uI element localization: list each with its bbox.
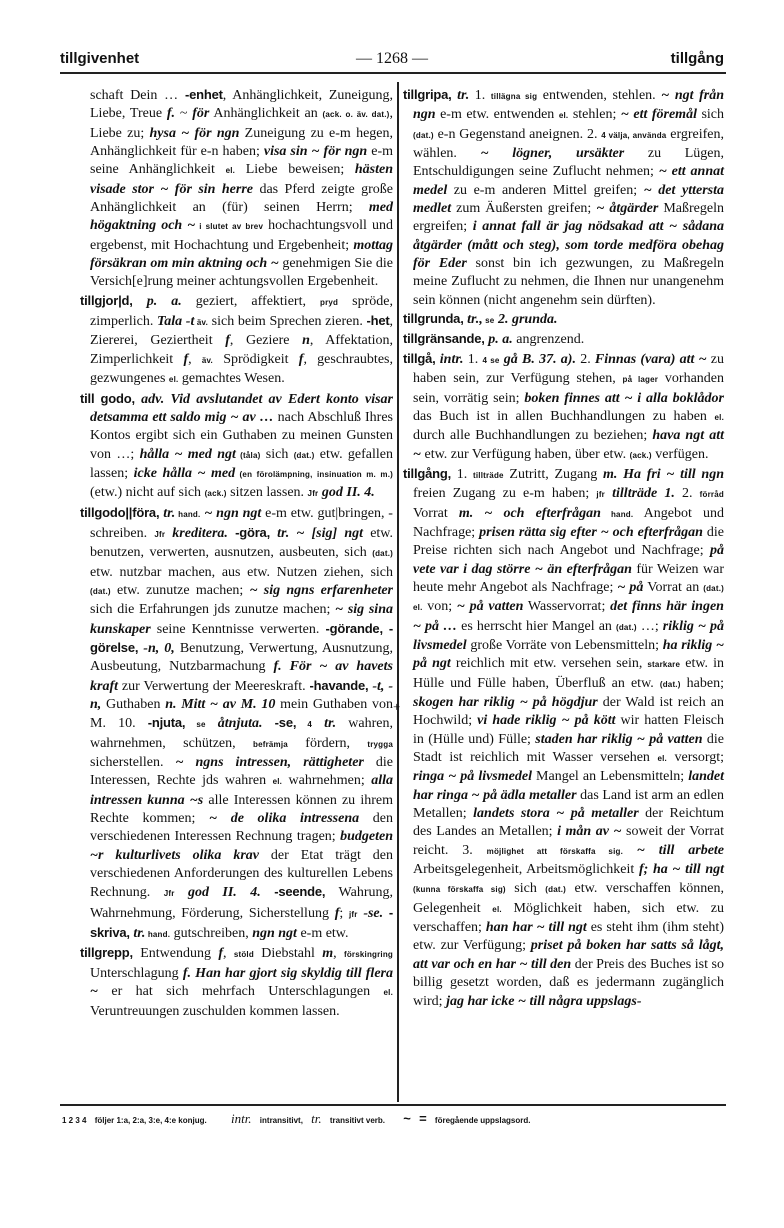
swedish-example: f [334, 905, 340, 921]
headword: tillgjor|d, [80, 292, 133, 308]
headword: -het [366, 313, 390, 329]
page-number: — 1268 — [356, 50, 428, 67]
tr-definition: transitivt verb. [329, 1116, 386, 1125]
german-translation: reichlich mit etw. versehen sein, [450, 656, 648, 672]
usage-label: äv. [201, 355, 213, 365]
swedish-example: hava ngt att ~ [413, 428, 724, 462]
swedish-example: för [192, 106, 210, 122]
usage-label: Jfr [154, 529, 166, 539]
german-translation: e-m etw. entwenden [435, 107, 559, 123]
dictionary-entry [403, 86, 724, 310]
german-translation: alle Interessen können zu ihrem Rechte kommen; [90, 792, 393, 827]
german-translation: sonst bin ich gezwungen, zu Maßregeln meine Zuflucht zu nehmen, die Ihnen nur unangenehm sein können (nicht angenehm sein dürften). [413, 256, 724, 308]
swedish-example: ~ på [617, 579, 644, 595]
dictionary-entry [80, 390, 393, 504]
tilde-symbol: ~ [403, 1111, 411, 1126]
german-translation: versorgt; [666, 750, 725, 766]
dictionary-entry [80, 944, 393, 1020]
german-translation: (etw.) nicht auf sich [90, 485, 205, 501]
usage-label: el. [272, 777, 283, 787]
tr-abbreviation: tr. [311, 1111, 322, 1126]
headword: -enhet [184, 87, 223, 102]
german-translation: Liebe beweisen; [235, 162, 355, 178]
usage-label: möjlighet att förskaffa sig. [486, 846, 624, 856]
swedish-example: ~ ngt från ngn [413, 88, 724, 123]
left-column [80, 86, 393, 1021]
usage-label: stöld [233, 950, 254, 960]
swedish-example: i annat fall är jag nödsakad att ~ sådana åtgärder (mått och steg), som torde medföra obehag för Eder [413, 219, 724, 272]
german-translation: 1. [469, 88, 491, 103]
swedish-example: skogen har riklig ~ på högdjur [413, 695, 598, 710]
swedish-example: landet har ringa ~ på ädla metaller [413, 769, 724, 803]
german-translation: etw. in Hülle und Fülle haben, Überfluß an etw. [413, 656, 724, 691]
swedish-example: åtnjuta. [205, 716, 263, 732]
headword: -göra, [235, 524, 270, 540]
german-translation: Maßregeln ergreifen; [413, 201, 724, 235]
headword: -njuta, [147, 715, 186, 731]
german-translation: Mangel an Lebensmitteln; [531, 769, 689, 785]
german-translation: die Stadt ist reichlich mit Wasser versehen [413, 731, 724, 766]
swedish-example: f [218, 946, 223, 962]
usage-label: 4 se [482, 355, 500, 365]
usage-label: hand. [175, 509, 201, 519]
swedish-example: tr. [129, 926, 146, 942]
german-translation: den verschiedenen Interessen Rechnung tragen; [90, 811, 393, 845]
swedish-example: m. Ha fri ~ till ngn [602, 466, 725, 482]
abbreviation-footer [62, 1111, 742, 1127]
german-translation: , [222, 946, 234, 962]
swedish-example: han har ~ till ngt [485, 920, 587, 936]
german-translation: angrenzend. [512, 332, 585, 348]
german-translation: Wasservorrat; [523, 599, 611, 615]
german-translation: wir hatten Fleisch in (Hülle und) Fülle; [413, 713, 724, 747]
swedish-example: alla intressen kunna ~s [90, 773, 393, 808]
swedish-example: f. För ~ av havets kraft [90, 659, 393, 694]
german-translation: Vorrat an [643, 579, 704, 595]
usage-label: 4 välja, använda [601, 130, 667, 140]
swedish-example: ha riklig ~ på ngt [413, 637, 724, 672]
german-translation: , Anhänglichkeit, Zuneigung, Liebe, Treue [90, 88, 393, 122]
swedish-example: ~ de olika intressena [209, 811, 360, 827]
usage-label: (dat.) el. [413, 583, 724, 613]
german-translation: Entwendung [132, 946, 219, 962]
german-translation: …; [636, 618, 663, 634]
usage-label: se [185, 720, 206, 730]
swedish-example: p. a. [484, 332, 513, 348]
usage-label: trygga [367, 739, 393, 749]
swedish-example: tr. [311, 716, 337, 732]
german-translation: Vorrat [413, 505, 459, 521]
column-divider [397, 82, 399, 1102]
usage-label: 4 [296, 720, 312, 730]
german-translation: Arbeitsgelegenheit, Arbeitsmöglichkeit [413, 862, 639, 878]
german-translation: e-n Gegenstand aneignen. 2. [433, 126, 602, 142]
usage-label: (ack.) [204, 489, 227, 499]
swedish-example: f [225, 333, 230, 349]
usage-label: tillträde [473, 470, 504, 480]
german-translation: freien Zugang zu e-m haben; [413, 486, 597, 502]
german-translation: etw. nutzbar machen, aus etw. Nutzen ziehen, sich [90, 564, 393, 580]
german-translation: , [333, 946, 344, 962]
swedish-example: kreditera. [165, 525, 228, 541]
swedish-example: -n, 0, [138, 640, 175, 656]
german-translation: von; [422, 599, 457, 615]
swedish-example: ~ till arbete [636, 842, 725, 858]
german-translation: etw. benutzen, verwerten, ausnutzen, ausbeuten, sich [90, 525, 393, 561]
swedish-example: tillträde 1. [605, 486, 675, 502]
swedish-example: i mån av ~ [557, 824, 622, 840]
usage-label: el. [657, 754, 667, 764]
swedish-example: m [322, 946, 334, 962]
german-translation: soweit der Vorrat reicht. 3. [413, 824, 725, 858]
german-translation: spröde, zimperlich. [90, 293, 393, 330]
german-translation: genehmigen Sie die Versich[e]rung meiner achtungsvollen Ergebenheit. [90, 256, 393, 290]
swedish-example: f. Han har gjort sig skyldig till flera ~ [90, 965, 393, 1000]
usage-label: (dat.) [293, 450, 315, 460]
swedish-example: ~ ngns intressen, rättigheter [175, 755, 364, 771]
dictionary-entry [403, 465, 724, 1011]
german-translation: Wahrung, Wahrnehmung, Förderung, Sicherstellung [90, 885, 393, 921]
usage-label: el. [492, 904, 502, 914]
usage-label: starkare [647, 660, 681, 670]
swedish-example: det finns här ingen ~ på … [413, 599, 724, 634]
swedish-example: prisen rätta sig efter ~ och efterfrågan [479, 524, 703, 540]
swedish-example: ~ sig ngns erfarenheter [249, 582, 393, 598]
german-translation: der Reichtum des Landes an Metallen; [413, 806, 724, 840]
usage-label: (dat.) [545, 885, 567, 895]
usage-label: hand. [600, 509, 634, 519]
usage-label: (en förolämpning, insinuation m. m.) [235, 469, 394, 479]
usage-label: (dat.) [413, 130, 434, 140]
german-translation: ergreifen, wählen. [413, 126, 725, 162]
german-translation: die Interessen, Rechte jds wahren [90, 755, 393, 789]
usage-label: el. [558, 111, 569, 121]
headword: tillgrunda, [403, 311, 464, 327]
german-translation: der Etat trägt den verschiedenen Anforderungen des kulturellen Lebens Rechnung. [90, 847, 393, 901]
german-translation: vorhanden sein, vorrätig sein; [413, 371, 725, 406]
german-translation: sich beim Sprechen zieren. [208, 314, 367, 330]
german-translation: zu Lügen, Entschuldigungen seine Zuflucht nehmen; [413, 146, 725, 180]
german-translation: zu haben sein, zur Verfügung stehen, [413, 351, 725, 387]
german-translation: er hat sich mehrfach Unterschlagungen [97, 984, 384, 1000]
usage-label: befrämja [252, 739, 288, 749]
usage-label: jfr [596, 490, 605, 500]
usage-label: (dat.) [659, 679, 681, 689]
headword: tillgripa, [403, 87, 452, 102]
swedish-example: intr. [435, 351, 464, 367]
usage-label: (dat.) [90, 586, 111, 596]
german-translation: e-m etw. [296, 926, 349, 942]
swedish-example: n. Mitt ~ av M. 10 [165, 697, 276, 712]
german-translation: große Vorräte von Lebensmitteln; [466, 637, 663, 653]
german-translation: Sprödigkeit [212, 351, 299, 367]
german-translation: Angebot und Nachfrage; [413, 505, 724, 540]
german-translation: nach Abschluß Ihres Kontos ergibt sich ein Guthaben zu meinen Gunsten von …; [90, 409, 393, 462]
german-translation: schaft Dein … [90, 88, 185, 103]
german-translation: das Pferd zeigte große Anhänglichkeit an (für) seinen Herrn; [90, 181, 394, 216]
swedish-example: landets stora ~ på metaller [473, 806, 639, 822]
usage-label: hand. [145, 930, 171, 940]
usage-label: (tåla) [235, 450, 261, 460]
headword: tillgå, [403, 350, 436, 366]
german-translation: das Buch ist in allen Buchhandlungen zu haben [413, 408, 715, 424]
headword: -görande, -görelse, [90, 620, 393, 655]
german-translation: geziert, affektiert, [181, 293, 320, 309]
german-translation: Unterschlagung [90, 965, 183, 981]
german-translation: wahren, wahrnehmen, schützen, [90, 716, 393, 751]
equals-symbol: = [419, 1111, 427, 1126]
german-translation: Zuneigung zu e-m hegen, Anhänglichkeit für e-n haben; [90, 125, 393, 160]
swedish-example: på vete var i dag större ~ än efterfrågan [413, 543, 724, 577]
german-translation: haben; [680, 675, 724, 691]
german-translation: 2. [674, 486, 700, 502]
german-translation: e-m seine Anhänglichkeit [90, 144, 394, 178]
german-translation: sich [260, 446, 294, 462]
headword: tillgrepp, [80, 945, 133, 961]
german-translation: 2. [575, 351, 595, 367]
usage-label: Jfr [163, 889, 175, 899]
german-translation: wahrnehmen; [282, 773, 372, 789]
german-translation: sich [696, 107, 725, 123]
dictionary-entry-continuation [80, 86, 393, 292]
swedish-example: ringa ~ på livsmedel [413, 769, 532, 785]
swedish-example: f. [166, 106, 176, 122]
left-guide-word: tillgivenhet [60, 50, 140, 67]
german-translation: zur Verwertung der Meereskraft. [118, 678, 310, 694]
usage-label: (ack. o. äv. dat.) [322, 110, 390, 120]
german-translation: Veruntreuungen zuschulden kommen lassen. [90, 1003, 340, 1019]
usage-label: förråd [699, 490, 724, 500]
german-translation: 1. [463, 351, 483, 367]
german-translation: der Preis des Buches ist so billig gesetzt worden, daß es jedermann zugänglich wird; [413, 956, 724, 1009]
german-translation: ; [339, 905, 349, 921]
german-translation: sich die Erfahrungen jds zunutze machen; [90, 602, 336, 618]
swedish-example: tr. ~ [sig] ngt [270, 525, 364, 541]
german-translation: seine Kenntnisse verwerten. [150, 621, 326, 637]
intr-definition: intransitivt, [259, 1116, 303, 1125]
swedish-example: hysa ~ för ngn [149, 125, 240, 141]
german-translation: sitzen lassen. [226, 485, 308, 501]
swedish-example: ~ ett föremål [620, 107, 697, 123]
right-guide-word: tillgång [670, 50, 724, 67]
german-translation: mein Guthaben von M. 10. [90, 697, 394, 732]
german-translation: e-m etw. gut|bringen, -schreiben. [90, 505, 393, 541]
headword: tillgång, [403, 465, 452, 481]
usage-label: el. [383, 988, 393, 998]
dictionary-entry [80, 504, 393, 945]
swedish-example: -t, -n, [90, 678, 393, 712]
swedish-example: budgeten ~r kulturlivets olika krav [90, 829, 393, 863]
german-translation: , Affektation, Zimperlichkeit [90, 333, 393, 367]
usage-label: (ack.) [629, 450, 652, 460]
usage-label: i slutet av brev [195, 222, 264, 232]
german-translation: Möglichkeit haben, sich etw. zu verschaffen; [413, 900, 724, 936]
swedish-example: med högaktning och ~ [90, 200, 393, 234]
german-translation: fördern, [287, 735, 368, 751]
swedish-example: icke hålla ~ med [133, 465, 236, 481]
swedish-example: n [302, 333, 310, 349]
usage-label: se [482, 316, 495, 326]
usage-label: (dat.) [372, 549, 393, 559]
german-translation: 1. [451, 466, 473, 482]
swedish-example: hålla ~ med ngt [139, 446, 236, 462]
german-translation: , geschraubtes, gezwungenes [90, 351, 393, 387]
german-translation [261, 885, 274, 900]
swedish-example: f [298, 351, 304, 367]
headword: -se, [274, 715, 297, 731]
german-translation: sich [505, 881, 546, 897]
swedish-example: f; ha ~ till ngt [638, 862, 724, 878]
swedish-example: god II. 4. [318, 485, 375, 501]
footer-rule [60, 1104, 726, 1106]
swedish-example: ngn ngt [252, 926, 297, 942]
headword: tillgränsande, [403, 331, 485, 347]
german-translation: es herrscht hier Mangel an [457, 618, 616, 634]
swedish-example: boken finnes att ~ i alla boklådor [524, 390, 724, 406]
swedish-example: adv. Vid avslutandet av Edert konto visar detsamma ett saldo mig ~ av … [90, 391, 394, 425]
conjugation-note: följer 1:a, 2:a, 3:e, 4:e konjug. [94, 1116, 207, 1125]
german-translation: verfügen. [651, 446, 709, 462]
swedish-example: jag har icke ~ till några uppslags- [446, 993, 642, 1009]
headword: -seende, [274, 884, 326, 900]
german-translation: ~ [175, 106, 193, 122]
german-translation: durch alle Buchhandlungen zu beziehen; [413, 428, 653, 444]
swedish-example: tr., [463, 312, 483, 328]
headword: -havande, [309, 677, 369, 693]
german-translation: , [188, 351, 202, 367]
german-translation: das Land ist arm an edlen Metallen; [413, 787, 724, 822]
dictionary-entry [403, 330, 724, 349]
german-translation: etw. verschaffen können, Gelegenheit [413, 881, 724, 916]
swedish-example: ~ lögner, ursäkter [480, 146, 625, 162]
headword: -skriva, [90, 904, 394, 941]
german-translation [623, 843, 637, 858]
german-translation: Anhänglichkeit an [209, 106, 323, 122]
swedish-example: ~ sig sina kunskaper [90, 602, 393, 637]
swedish-example: f [183, 351, 189, 367]
swedish-example: p. a. [132, 293, 182, 309]
usage-label: Jfr [307, 489, 319, 499]
dictionary-entry [403, 350, 724, 465]
german-translation: etw. zunutze machen; [110, 582, 250, 598]
usage-label: (dat.) [615, 622, 637, 632]
swedish-example: Tala -t [157, 314, 195, 330]
header-rule [60, 72, 726, 74]
german-translation [263, 716, 275, 731]
usage-label: (kunna förskaffa sig) [413, 885, 506, 895]
german-translation: etw. zur Verfügung haben, über etw. [420, 446, 630, 462]
intr-abbreviation: intr. [230, 1111, 252, 1126]
german-translation: es steht ihm (ihm steht) etw. zur Verfügung; [413, 920, 724, 954]
conjugation-numbers: 1 2 3 4 [62, 1116, 87, 1125]
german-translation: Diebstahl [253, 946, 323, 962]
german-translation: entwenden, stehlen. [537, 88, 662, 103]
usage-label: förskingring [343, 950, 394, 960]
swedish-example: god II. 4. [174, 885, 261, 901]
dictionary-entry [80, 292, 393, 390]
german-translation [228, 526, 235, 541]
tilde-definition: föregående uppslagsord. [434, 1116, 531, 1125]
swedish-example: priset på boken har satts så lågt, att var och en har ~ till den [413, 938, 724, 972]
german-translation: Guthaben [101, 697, 166, 712]
swedish-example: tr. [451, 88, 470, 103]
dictionary-entry [403, 310, 724, 330]
usage-label: äv. [194, 318, 209, 328]
swedish-example: staden har riklig ~ på vatten [535, 731, 703, 747]
swedish-example: gå B. 37. a). [499, 351, 576, 367]
german-translation: Zutritt, Zugang [503, 466, 603, 482]
swedish-example: Finnas (vara) att ~ [594, 351, 707, 367]
german-translation: zum Äußersten greifen; [451, 201, 597, 217]
swedish-example: visa sin ~ för ngn [263, 144, 368, 160]
usage-label: på lager [622, 375, 659, 385]
swedish-example: ~ ett annat medel [413, 164, 725, 198]
swedish-example: ~ det yttersta medlet [413, 182, 724, 217]
german-translation: hochachtungsvoll und ergebenst, mit Hochachtung und Ergebenheit; [90, 218, 393, 253]
german-translation: , Geziere [229, 333, 303, 349]
german-translation: der Wald ist reich an Hochwild; [413, 695, 724, 729]
german-translation: stehlen; [568, 107, 621, 123]
german-translation: etw. gefallen lassen; [90, 446, 394, 481]
swedish-example: ~ ngn ngt [204, 505, 262, 521]
german-translation: , Ziererei, Geziertheit [90, 314, 394, 349]
german-translation: die Preise richten sich nach Angebot und Nachfrage; [413, 524, 724, 559]
german-translation: gutschreiben, [170, 926, 253, 942]
swedish-example: -se. [357, 905, 384, 921]
german-translation: gemachtes Wesen. [178, 371, 285, 387]
usage-label: el. [168, 375, 179, 385]
swedish-example: 2. grunda. [494, 312, 558, 328]
margin-mark: + [393, 699, 401, 714]
swedish-example: mottag försäkran om min aktning och ~ [90, 237, 393, 272]
german-translation: sicherstellen. [90, 755, 176, 771]
german-translation: für Weizen war heute mehr Angebot als Nachfrage; [413, 561, 724, 595]
headword: tillgodo||föra, [80, 504, 160, 520]
usage-label: tillägna sig [490, 92, 538, 101]
german-translation: , Liebe zu; [90, 106, 393, 141]
swedish-example: vi hade riklig ~ på kött [477, 713, 616, 729]
german-translation: zu e-m anderen Mittel greifen; [447, 182, 644, 198]
german-translation: Benutzung, Verwertung, Ausnutzung, Ausbeutung, Nutzbarmachung [90, 640, 394, 675]
swedish-example: riklig ~ på livsmedel [413, 618, 724, 653]
right-column [403, 86, 724, 1011]
usage-label: el. [225, 166, 236, 176]
swedish-example: hästen visade stor ~ för sin herre [90, 162, 393, 197]
swedish-example: ~ åtgärder [596, 201, 659, 217]
usage-label: el. [714, 412, 724, 422]
swedish-example: ~ på vatten [456, 599, 524, 615]
swedish-example: m. ~ och efterfrågan [458, 505, 601, 521]
headword: till godo, [80, 390, 135, 406]
usage-label: jfr [348, 909, 358, 919]
swedish-example: tr. [159, 505, 176, 521]
usage-label: pryd [320, 297, 339, 307]
